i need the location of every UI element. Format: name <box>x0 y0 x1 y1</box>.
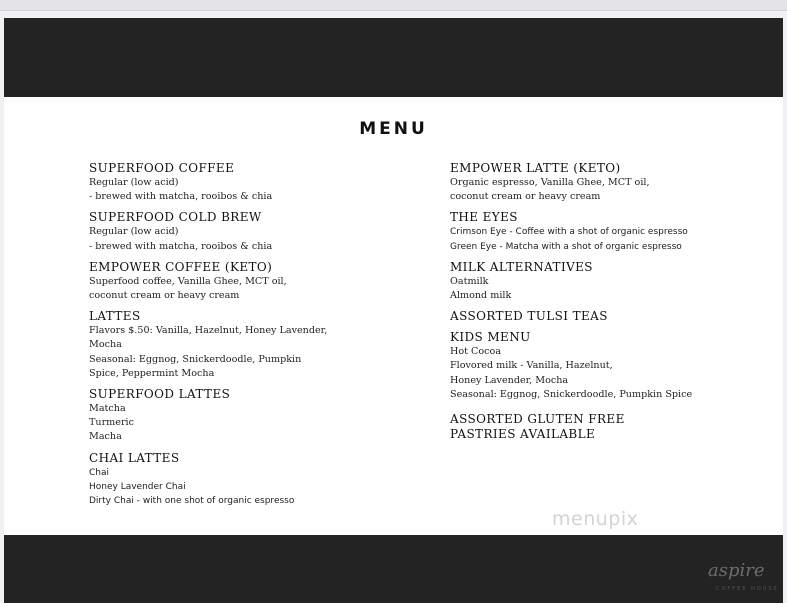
menu-line: Macha <box>89 431 122 443</box>
menu-line: Organic espresso, Vanilla Ghee, MCT oil, <box>450 177 650 188</box>
section-title: MILK ALTERNATIVES <box>450 259 593 274</box>
menu-line: Superfood coffee, Vanilla Ghee, MCT oil, <box>89 275 287 287</box>
right-column <box>450 161 770 448</box>
section-lattes <box>89 309 419 381</box>
section-title: EMPOWER COFFEE (KETO) <box>89 259 273 274</box>
section-superfood-lattes <box>89 387 419 445</box>
menu-line: Green Eye - Matcha with a shot of organic espresso <box>450 241 682 252</box>
section-gluten-free <box>450 412 770 442</box>
menu-line: Honey Lavender, Mocha <box>450 374 569 386</box>
menu-line: Dirty Chai - with one shot of organic espresso <box>89 496 295 507</box>
menupix-watermark: menupix <box>552 508 639 530</box>
section-title: PASTRIES AVAILABLE <box>450 427 596 442</box>
menu-line: Oatmilk <box>450 275 489 287</box>
menu-line: Seasonal: Eggnog, Snickerdoodle, Pumpkin <box>89 353 302 365</box>
menu-line: Turmeric <box>89 417 134 429</box>
section-title: SUPERFOOD COFFEE <box>89 161 235 175</box>
section-title: CHAI LATTES <box>89 450 180 465</box>
menu-line: Flavors $.50: Vanilla, Hazelnut, Honey Lavender, <box>89 325 328 337</box>
menu-line: Chai <box>89 467 110 478</box>
header-band <box>4 18 783 97</box>
section-superfood-cold-brew <box>89 210 419 253</box>
section-the-eyes <box>450 210 770 253</box>
section-title: THE EYES <box>450 210 518 225</box>
section-title: ASSORTED TULSI TEAS <box>450 309 608 324</box>
section-title: KIDS MENU <box>450 330 531 345</box>
section-empower-coffee <box>89 260 419 303</box>
section-title: SUPERFOOD LATTES <box>89 387 231 402</box>
menu-line: Almond milk <box>450 290 512 302</box>
section-title: SUPERFOOD COLD BREW <box>89 210 262 225</box>
footer-band <box>4 535 783 603</box>
menu-line: Flovored milk - Vanilla, Hazelnut, <box>450 360 613 372</box>
menu-line: coconut cream or heavy cream <box>89 290 240 302</box>
menu-line: - brewed with matcha, rooibos & chia <box>89 191 273 203</box>
section-milk-alternatives <box>450 260 770 303</box>
viewer-top-bar <box>0 0 787 11</box>
menu-line: Seasonal: Eggnog, Snickerdoodle, Pumpkin Spice <box>450 388 693 400</box>
menu-line: Mocha <box>89 339 122 351</box>
menu-line: Matcha <box>89 403 126 415</box>
menu-line: Hot Cocoa <box>450 346 502 358</box>
aspire-logo: aspire <box>708 560 765 581</box>
page-title: MENU <box>359 119 428 139</box>
section-title: ASSORTED GLUTEN FREE <box>450 412 625 427</box>
logo-subtitle: COFFEE HOUSE <box>716 586 779 592</box>
section-title: EMPOWER LATTE (KETO) <box>450 161 621 175</box>
section-chai-lattes <box>89 451 419 509</box>
section-empower-latte <box>450 161 770 204</box>
left-column <box>89 161 419 514</box>
menu-line: coconut cream or heavy cream <box>450 191 601 203</box>
section-tulsi-teas <box>450 309 770 324</box>
section-kids-menu <box>450 330 770 402</box>
menu-line: Crimson Eye - Coffee with a shot of organic espresso <box>450 227 688 238</box>
menu-line: Regular (low acid) <box>89 177 179 188</box>
menu-line: Regular (low acid) <box>89 226 179 238</box>
menu-line: Honey Lavender Chai <box>89 481 186 492</box>
section-superfood-coffee <box>89 161 419 204</box>
menu-line: - brewed with matcha, rooibos & chia <box>89 240 273 252</box>
menu-line: Spice, Peppermint Mocha <box>89 367 215 379</box>
section-title: LATTES <box>89 309 141 324</box>
